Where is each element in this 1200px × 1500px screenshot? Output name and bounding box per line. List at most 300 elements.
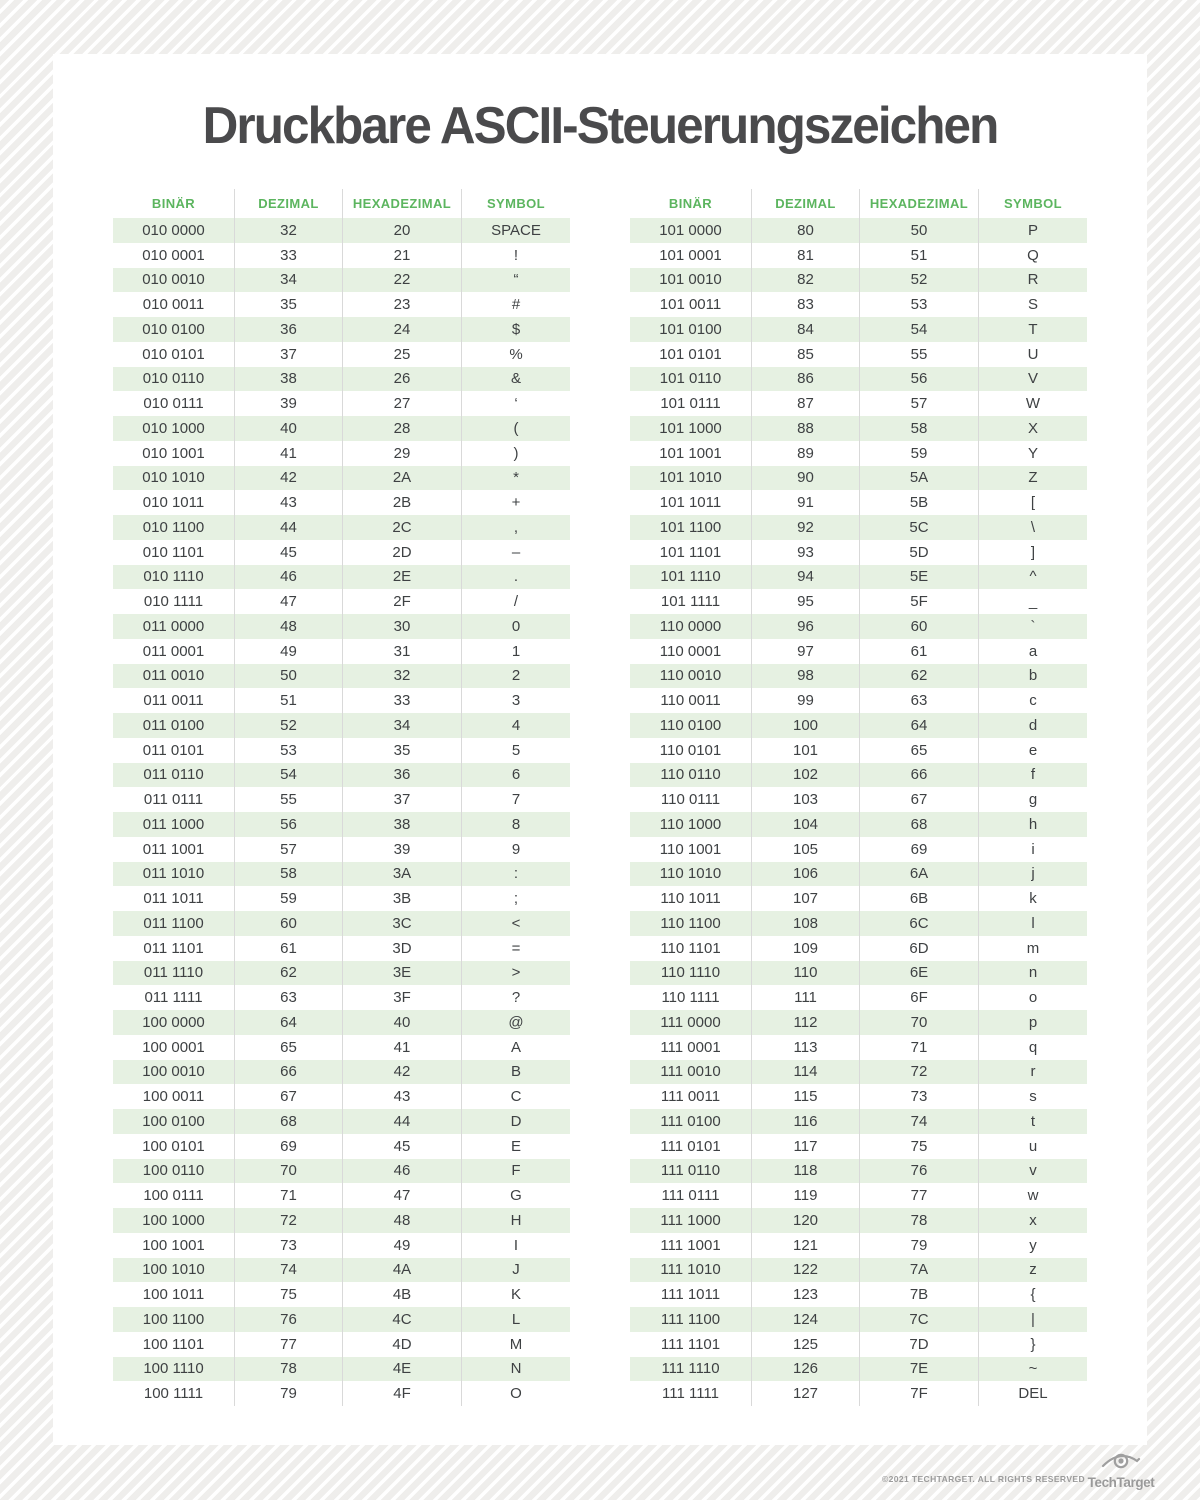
table-row <box>113 763 570 788</box>
table-cell: 53 <box>235 738 343 763</box>
table-cell: 6 <box>511 766 521 784</box>
table-cell: E <box>510 1137 521 1155</box>
table-cell: 40 <box>343 1010 462 1035</box>
table-cell: i <box>1031 840 1035 858</box>
table-body-left <box>113 218 570 1406</box>
table-row <box>630 1084 1087 1109</box>
table-row <box>113 1010 570 1035</box>
table-cell: 126 <box>752 1357 860 1382</box>
table-row <box>113 515 570 540</box>
table-cell: 27 <box>343 391 462 416</box>
table-cell: 111 1000 <box>630 1208 752 1233</box>
table-cell: o <box>1028 989 1038 1007</box>
table-cell: 38 <box>343 812 462 837</box>
table-cell: ( <box>513 419 519 437</box>
table-row <box>630 540 1087 565</box>
table-cell: 66 <box>860 763 979 788</box>
table-cell: 4F <box>343 1381 462 1406</box>
table-cell: 83 <box>752 292 860 317</box>
table-cell: 110 1100 <box>630 911 752 936</box>
table-cell: W <box>1025 395 1041 413</box>
table-cell: 0 <box>511 617 521 635</box>
table-row <box>113 565 570 590</box>
table-cell: 100 0010 <box>113 1060 235 1085</box>
table-row <box>113 961 570 986</box>
table-row <box>113 812 570 837</box>
table-cell: 6D <box>860 936 979 961</box>
table-cell: { <box>1030 1286 1036 1304</box>
table-cell: 111 0110 <box>630 1159 752 1184</box>
table-cell: 69 <box>235 1134 343 1159</box>
table-row <box>630 862 1087 887</box>
table-cell: 48 <box>343 1208 462 1233</box>
table-row <box>113 1084 570 1109</box>
table-cell: 125 <box>752 1332 860 1357</box>
table-row <box>113 787 570 812</box>
table-cell: j <box>1031 865 1035 883</box>
table-cell: ` <box>1030 617 1036 635</box>
table-cell: 45 <box>343 1134 462 1159</box>
table-cell: 100 1111 <box>113 1381 235 1406</box>
table-cell: 010 0000 <box>113 218 235 243</box>
table-cell: 107 <box>752 886 860 911</box>
table-cell: ; <box>513 890 519 908</box>
table-row <box>630 886 1087 911</box>
table-cell: 74 <box>860 1109 979 1134</box>
table-row <box>630 565 1087 590</box>
table-cell: O <box>510 1385 522 1403</box>
table-cell: 9 <box>511 840 521 858</box>
table-cell: Z <box>1028 469 1038 487</box>
table-cell: 3C <box>343 911 462 936</box>
table-cell: 21 <box>343 243 462 268</box>
table-cell: 101 1000 <box>630 416 752 441</box>
table-cell: 7D <box>860 1332 979 1357</box>
table-row <box>113 243 570 268</box>
ascii-table-right <box>630 189 1087 1406</box>
table-cell: 56 <box>235 812 343 837</box>
table-cell: 54 <box>235 763 343 788</box>
table-cell: 110 1110 <box>630 961 752 986</box>
table-cell: 010 0110 <box>113 367 235 392</box>
table-cell: 90 <box>752 466 860 491</box>
table-cell: 109 <box>752 936 860 961</box>
table-row <box>630 342 1087 367</box>
table-cell: 22 <box>343 268 462 293</box>
table-cell: 111 <box>752 985 860 1010</box>
table-cell: G <box>510 1187 522 1205</box>
table-row <box>113 490 570 515</box>
table-row <box>630 441 1087 466</box>
table-cell: 4C <box>343 1307 462 1332</box>
table-row <box>630 1109 1087 1134</box>
table-cell: 011 0010 <box>113 664 235 689</box>
table-cell: 72 <box>860 1060 979 1085</box>
footer <box>881 1448 1155 1490</box>
table-cell: 110 1101 <box>630 936 752 961</box>
table-row <box>630 1282 1087 1307</box>
table-cell: } <box>1030 1335 1036 1353</box>
table-cell: 101 1001 <box>630 441 752 466</box>
table-cell: H <box>510 1211 522 1229</box>
table-row <box>630 738 1087 763</box>
table-cell: 78 <box>860 1208 979 1233</box>
table-cell: 92 <box>752 515 860 540</box>
table-row <box>630 292 1087 317</box>
table-cell: 010 1001 <box>113 441 235 466</box>
table-cell: 101 0010 <box>630 268 752 293</box>
table-row <box>113 1357 570 1382</box>
table-cell: 65 <box>235 1035 343 1060</box>
table-cell: 52 <box>860 268 979 293</box>
table-cell: T <box>1028 320 1038 338</box>
table-cell: 34 <box>343 713 462 738</box>
table-cell: 70 <box>860 1010 979 1035</box>
table-cell: 101 <box>752 738 860 763</box>
table-cell: 53 <box>860 292 979 317</box>
table-cell: 010 1011 <box>113 490 235 515</box>
table-cell: 011 1100 <box>113 911 235 936</box>
table-cell: 2B <box>343 490 462 515</box>
table-cell: 011 1001 <box>113 837 235 862</box>
table-cell: 101 1111 <box>630 589 752 614</box>
table-cell: 121 <box>752 1233 860 1258</box>
table-cell: 64 <box>860 713 979 738</box>
table-row <box>630 1381 1087 1406</box>
table-cell: q <box>1028 1038 1038 1056</box>
table-row <box>113 391 570 416</box>
table-cell: 100 1100 <box>113 1307 235 1332</box>
table-cell: 3E <box>343 961 462 986</box>
table-cell: 100 0110 <box>113 1159 235 1184</box>
table-cell: 111 0111 <box>630 1183 752 1208</box>
table-cell: 41 <box>343 1035 462 1060</box>
ascii-table-left <box>113 189 570 1406</box>
table-cell: 59 <box>860 441 979 466</box>
table-row <box>113 1258 570 1283</box>
table-cell: 26 <box>343 367 462 392</box>
table-cell: 36 <box>343 763 462 788</box>
table-cell: 110 1000 <box>630 812 752 837</box>
table-cell: t <box>1030 1112 1036 1130</box>
table-cell: 37 <box>343 787 462 812</box>
table-cell: 76 <box>860 1159 979 1184</box>
table-cell: 88 <box>752 416 860 441</box>
table-cell: 011 0110 <box>113 763 235 788</box>
table-cell: F <box>511 1162 521 1180</box>
table-cell: 63 <box>235 985 343 1010</box>
table-cell: g <box>1028 791 1038 809</box>
table-cell: 101 1110 <box>630 565 752 590</box>
table-cell: 67 <box>235 1084 343 1109</box>
table-cell: 111 0011 <box>630 1084 752 1109</box>
table-cell: 010 0011 <box>113 292 235 317</box>
table-cell: 37 <box>235 342 343 367</box>
table-cell: 104 <box>752 812 860 837</box>
table-row <box>630 589 1087 614</box>
table-row <box>113 1332 570 1357</box>
table-cell: 010 1110 <box>113 565 235 590</box>
table-cell: 111 1001 <box>630 1233 752 1258</box>
table-row <box>113 466 570 491</box>
table-row <box>630 243 1087 268</box>
table-row <box>630 218 1087 243</box>
table-cell: 111 1010 <box>630 1258 752 1283</box>
table-header-row <box>630 189 1087 218</box>
table-cell: @ <box>508 1013 524 1031</box>
table-cell: _ <box>1028 593 1038 611</box>
table-cell: 50 <box>860 218 979 243</box>
table-row <box>630 664 1087 689</box>
table-row <box>630 1060 1087 1085</box>
table-cell: 6B <box>860 886 979 911</box>
table-row <box>630 1035 1087 1060</box>
table-cell: 55 <box>860 342 979 367</box>
table-row <box>630 1258 1087 1283</box>
table-cell: 3B <box>343 886 462 911</box>
table-cell: 011 1010 <box>113 862 235 887</box>
table-cell: 79 <box>860 1233 979 1258</box>
table-cell: 73 <box>860 1084 979 1109</box>
table-cell: 42 <box>343 1060 462 1085</box>
table-cell: z <box>1029 1261 1037 1279</box>
table-row <box>630 367 1087 392</box>
table-cell: 6C <box>860 911 979 936</box>
table-cell: 111 0010 <box>630 1060 752 1085</box>
table-cell: 67 <box>860 787 979 812</box>
table-cell: 32 <box>235 218 343 243</box>
table-cell: 010 1000 <box>113 416 235 441</box>
table-row <box>113 936 570 961</box>
table-cell: 117 <box>752 1134 860 1159</box>
table-cell: 100 1000 <box>113 1208 235 1233</box>
table-cell: 47 <box>235 589 343 614</box>
table-cell: 2C <box>343 515 462 540</box>
table-cell: 7A <box>860 1258 979 1283</box>
techtarget-logo <box>1087 1448 1155 1490</box>
table-cell: 103 <box>752 787 860 812</box>
table-cell: 43 <box>343 1084 462 1109</box>
table-cell: 010 0100 <box>113 317 235 342</box>
table-cell: 30 <box>343 614 462 639</box>
column-header-decimal: DEZIMAL <box>752 189 860 218</box>
table-cell: 100 0100 <box>113 1109 235 1134</box>
table-cell: 47 <box>343 1183 462 1208</box>
table-cell: U <box>1027 345 1039 363</box>
table-cell: l <box>1031 914 1035 932</box>
table-cell: C <box>510 1088 522 1106</box>
table-cell: 6F <box>860 985 979 1010</box>
table-cell: 4 <box>511 716 521 734</box>
column-header-hexadecimal: HEXADEZIMAL <box>343 189 462 218</box>
table-cell: 89 <box>752 441 860 466</box>
table-cell: 111 0100 <box>630 1109 752 1134</box>
table-cell: 33 <box>235 243 343 268</box>
table-cell: SPACE <box>491 221 541 239</box>
table-cell: 62 <box>860 664 979 689</box>
table-cell: 72 <box>235 1208 343 1233</box>
table-cell: 5C <box>860 515 979 540</box>
table-row <box>630 985 1087 1010</box>
table-row <box>630 1233 1087 1258</box>
table-cell: 010 1100 <box>113 515 235 540</box>
table-cell: 011 1101 <box>113 936 235 961</box>
table-row <box>113 218 570 243</box>
table-cell: ] <box>1030 543 1036 561</box>
table-cell: 57 <box>860 391 979 416</box>
table-cell: 4A <box>343 1258 462 1283</box>
table-cell: 101 0011 <box>630 292 752 317</box>
table-cell: 78 <box>235 1357 343 1382</box>
table-cell: 50 <box>235 664 343 689</box>
table-cell: 5B <box>860 490 979 515</box>
table-cell: 122 <box>752 1258 860 1283</box>
table-cell: 111 1101 <box>630 1332 752 1357</box>
table-cell: % <box>509 345 523 363</box>
table-cell: 33 <box>343 688 462 713</box>
table-row <box>113 713 570 738</box>
table-cell: 46 <box>343 1159 462 1184</box>
table-cell: 111 1111 <box>630 1381 752 1406</box>
table-cell: 35 <box>343 738 462 763</box>
table-row <box>113 1233 570 1258</box>
table-cell: 51 <box>235 688 343 713</box>
table-row <box>630 1307 1087 1332</box>
table-cell: Q <box>1027 246 1039 264</box>
table-cell: 120 <box>752 1208 860 1233</box>
table-cell: 2 <box>511 667 521 685</box>
table-cell: 011 0011 <box>113 688 235 713</box>
table-cell: D <box>510 1112 522 1130</box>
table-cell: 100 <box>752 713 860 738</box>
table-cell: 51 <box>860 243 979 268</box>
table-cell: 101 0110 <box>630 367 752 392</box>
table-row <box>113 1035 570 1060</box>
table-row <box>113 1307 570 1332</box>
table-cell: A <box>510 1038 521 1056</box>
table-cell: > <box>511 964 521 982</box>
table-cell: 111 0000 <box>630 1010 752 1035</box>
table-cell: 58 <box>860 416 979 441</box>
table-row <box>113 292 570 317</box>
table-cell: ? <box>511 989 521 1007</box>
table-row <box>113 911 570 936</box>
table-cell: 80 <box>752 218 860 243</box>
table-cell: 43 <box>235 490 343 515</box>
table-row <box>630 416 1087 441</box>
table-cell: 3F <box>343 985 462 1010</box>
table-cell: 49 <box>343 1233 462 1258</box>
table-row <box>630 1357 1087 1382</box>
page-title: Druckbare ASCII-Steuerungszeichen <box>202 97 998 155</box>
table-cell: ! <box>513 246 519 264</box>
table-cell: 115 <box>752 1084 860 1109</box>
table-cell: 110 0110 <box>630 763 752 788</box>
table-cell: 69 <box>860 837 979 862</box>
table-cell: 93 <box>752 540 860 565</box>
table-cell: 24 <box>343 317 462 342</box>
table-cell: 87 <box>752 391 860 416</box>
table-cell: 011 0101 <box>113 738 235 763</box>
table-cell: x <box>1029 1211 1037 1229</box>
table-cell: X <box>1027 419 1038 437</box>
table-cell: 106 <box>752 862 860 887</box>
table-cell: 63 <box>860 688 979 713</box>
table-cell: 101 1101 <box>630 540 752 565</box>
table-cell: 42 <box>235 466 343 491</box>
table-cell: b <box>1028 667 1038 685</box>
table-cell: 101 0111 <box>630 391 752 416</box>
table-row <box>630 936 1087 961</box>
table-cell: 110 0011 <box>630 688 752 713</box>
table-cell: 011 1011 <box>113 886 235 911</box>
table-cell: 74 <box>235 1258 343 1283</box>
table-cell: 96 <box>752 614 860 639</box>
table-cell: a <box>1028 642 1038 660</box>
table-cell: 6E <box>860 961 979 986</box>
techtarget-logo-text: TechTarget <box>1087 1475 1155 1490</box>
table-cell: 7E <box>860 1357 979 1382</box>
table-cell: 111 1100 <box>630 1307 752 1332</box>
table-cell: 5A <box>860 466 979 491</box>
table-cell: 5D <box>860 540 979 565</box>
table-cell: 124 <box>752 1307 860 1332</box>
table-cell: 75 <box>235 1282 343 1307</box>
table-cell: : <box>513 865 519 883</box>
table-cell: 010 0010 <box>113 268 235 293</box>
copyright-text: ©2021 TECHTARGET. ALL RIGHTS RESERVED <box>881 1473 1085 1484</box>
table-cell: 64 <box>235 1010 343 1035</box>
table-cell: 34 <box>235 268 343 293</box>
column-header-hexadecimal: HEXADEZIMAL <box>860 189 979 218</box>
table-cell: 60 <box>860 614 979 639</box>
table-cell: I <box>513 1236 519 1254</box>
table-cell: 61 <box>235 936 343 961</box>
table-cell: 100 1110 <box>113 1357 235 1382</box>
table-cell: 85 <box>752 342 860 367</box>
table-cell: 101 1010 <box>630 466 752 491</box>
table-row <box>113 1183 570 1208</box>
table-cell: 4B <box>343 1282 462 1307</box>
table-cell: 28 <box>343 416 462 441</box>
table-cell: 116 <box>752 1109 860 1134</box>
table-cell: p <box>1028 1013 1038 1031</box>
table-row <box>630 466 1087 491</box>
table-cell: 3D <box>343 936 462 961</box>
table-cell: c <box>1029 692 1037 710</box>
table-cell: 79 <box>235 1381 343 1406</box>
table-cell: 29 <box>343 441 462 466</box>
table-cell: 011 0001 <box>113 639 235 664</box>
table-cell: V <box>1027 370 1038 388</box>
table-cell: | <box>1031 1310 1035 1328</box>
table-cell: s <box>1029 1088 1037 1106</box>
table-cell: f <box>1030 766 1036 784</box>
table-cell: P <box>1027 221 1038 239</box>
table-cell: 2F <box>343 589 462 614</box>
ascii-chart-card <box>53 54 1147 1445</box>
table-row <box>113 862 570 887</box>
table-cell: 70 <box>235 1159 343 1184</box>
table-cell: h <box>1028 815 1038 833</box>
table-row <box>630 639 1087 664</box>
table-row <box>113 1134 570 1159</box>
table-row <box>113 268 570 293</box>
table-row <box>113 1282 570 1307</box>
table-cell: ~ <box>1028 1360 1038 1378</box>
table-cell: ) <box>513 444 519 462</box>
table-cell: m <box>1026 939 1040 957</box>
